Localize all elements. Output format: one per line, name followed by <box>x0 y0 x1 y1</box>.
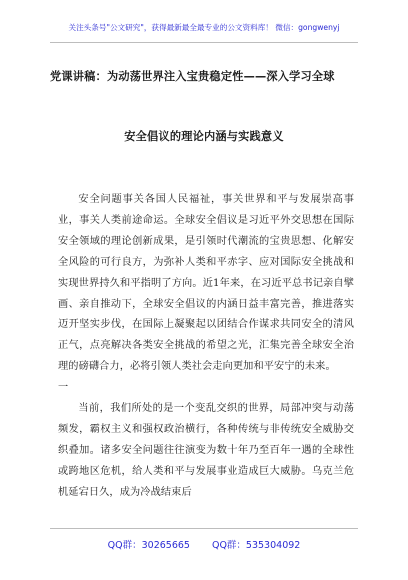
footer-qq-group-2: QQ群：535304092 <box>211 540 301 551</box>
document-title-line-2: 安全倡议的理论内涵与实践意义 <box>124 130 284 143</box>
section-paragraph: 当前，我们所处的是一个变乱交织的世界，局部冲突与动荡频发，霸权主义和强权政治横行，各种传统与非传统安全威胁交织叠加。诸多安全问题往往演变为数十年乃至百年一遇的全球性或跨地区危机，给人类和平与发展事业造成巨大威胁。乌克兰危机延宕日久，成为冷战结束后 <box>58 403 354 498</box>
document-title-line-1: 党课讲稿：为动荡世界注入宝贵稳定性——深入学习全球 <box>50 70 335 83</box>
body-paragraph: 安全问题事关各国人民福祉，事关世界和平与发展崇高事业，事关人类前途命运。全球安全倡议是习近平外交思想在国际安全领域的理论创新成果，是引领时代潮流的宝贵思想、化解安全风险的可行良方，为弥补人类和平赤字、应对国际安全挑战和实现世界持久和平指明了方向。近1年来，在习近平总书记亲自擘画、亲自推动下，全球安全倡议的内涵日益丰富完善，推进落实迈开坚实步伐，在国际上凝聚起以团结合作谋求共同安全的清风正气，点亮解决各类安全挑战的希望之光，汇集完善全球安全治理的磅礴合力，必将引领人类社会走向更加和平安宁的未来。 <box>58 194 354 373</box>
section-numeral: 一 <box>58 382 69 394</box>
header-divider <box>50 42 358 43</box>
footer-divider <box>50 528 358 529</box>
header-banner: 关注头条号"公文研究"，获得最新最全最专业的公文资料库！ 微信：gongwenyj <box>68 23 340 32</box>
footer-qq-group-1: QQ群：30265665 <box>107 540 190 551</box>
footer <box>0 537 408 551</box>
document-body <box>58 190 354 504</box>
